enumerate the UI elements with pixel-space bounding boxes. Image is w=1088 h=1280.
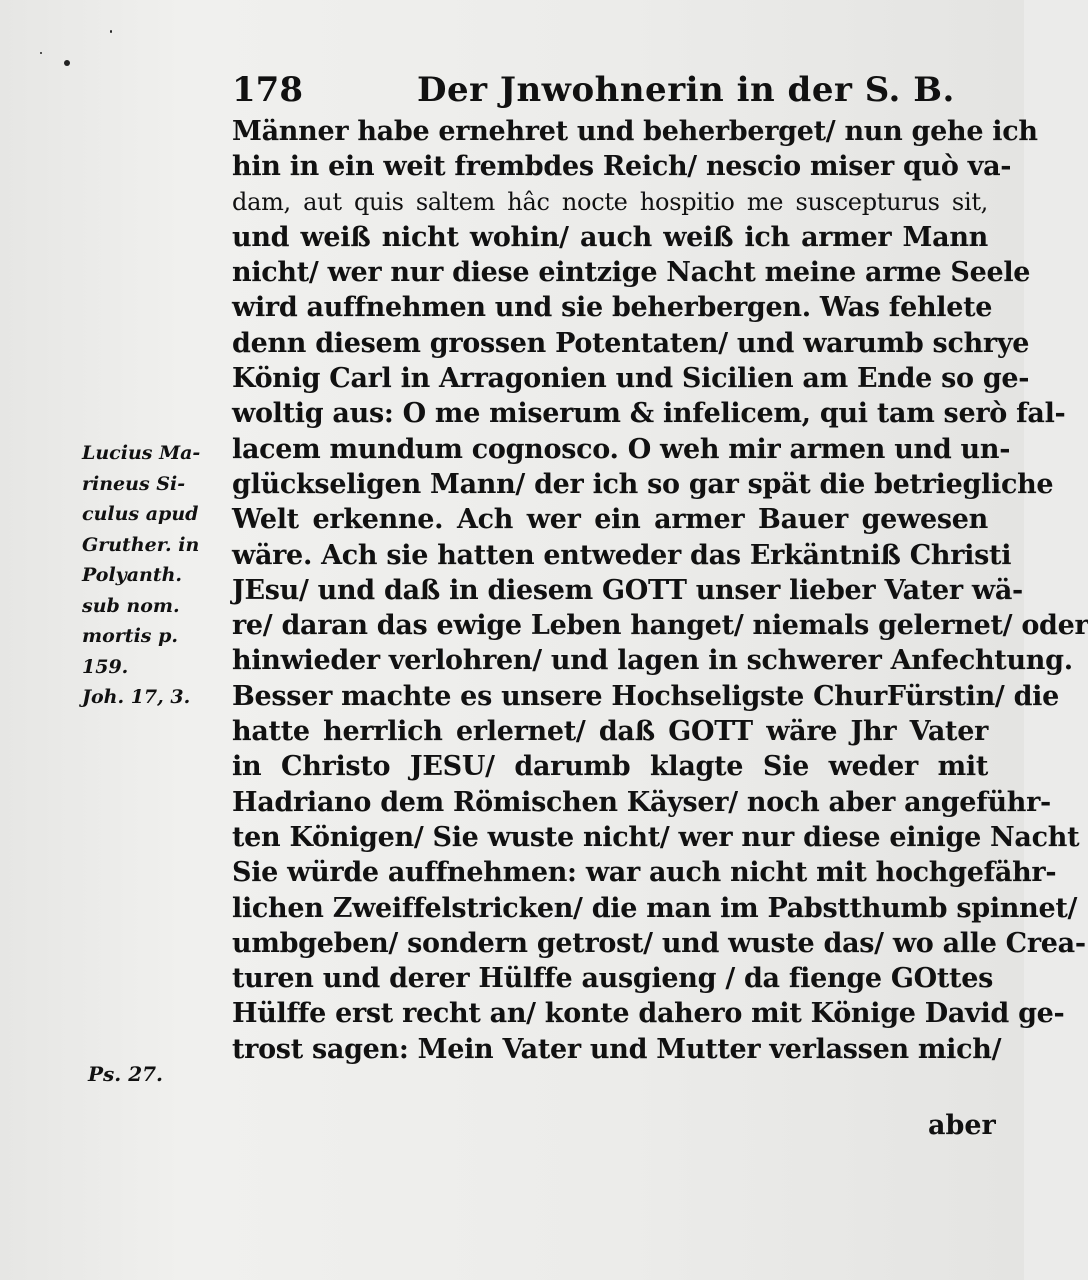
text-line: wäre. Ach sie hatten entweder das Erkäntniß Christi xyxy=(232,539,1012,571)
text-line: Welt erkenne. Ach wer ein armer Bauer gewesen xyxy=(232,504,988,536)
text-line: König Carl in Arragonien und Sicilien am Ende so ge- xyxy=(232,363,1030,395)
text-line: dam, aut quis saltem hâc nocte hospitio me suscepturus sit, xyxy=(232,187,988,216)
text-line: denn diesem grossen Potentaten/ und warumb schrye xyxy=(232,327,1030,359)
text-line: turen und derer Hülffe ausgieng / da fienge GOttes xyxy=(232,963,993,995)
text-line: woltig aus: O me miserum & infelicem, qui tam serò fal- xyxy=(232,398,1066,430)
text-line: umbgeben/ sondern getrost/ und wuste das/ wo alle Crea- xyxy=(232,927,1086,959)
text-line: JEsu/ und daß in diesem GOTT unser lieber Vater wä- xyxy=(232,574,1023,606)
text-line: hatte herrlich erlernet/ daß GOTT wäre Jhr Vater xyxy=(232,716,988,748)
page-number: 178 xyxy=(232,70,303,110)
margin-note xyxy=(82,438,222,713)
text-line: wird auffnehmen und sie beherbergen. Was fehlete xyxy=(232,292,993,324)
text-line: trost sagen: Mein Vater und Mutter verlassen mich/ xyxy=(232,1033,1002,1065)
text-line: hin in ein weit frembdes Reich/ nescio miser quò va- xyxy=(232,151,1012,183)
margin-note-line: Polyanth. xyxy=(82,564,183,586)
margin-note-line: culus apud xyxy=(82,503,199,525)
margin-note-line: 159. xyxy=(82,655,129,678)
margin-note-line: rineus Si- xyxy=(82,472,186,495)
margin-note-line: sub nom. xyxy=(82,594,180,617)
text-line: Sie würde auffnehmen: war auch nicht mit hochgefähr- xyxy=(232,857,1057,889)
running-head: Der Jnwohnerin in der S. B. xyxy=(417,70,955,110)
text-line: glückseligen Mann/ der ich so gar spät die betriegliche xyxy=(232,468,1054,500)
margin-note-line: Lucius Ma- xyxy=(82,442,201,464)
text-line: in Christo JESU/ darumb klagte Sie weder mit xyxy=(232,751,988,783)
text-line: re/ daran das ewige Leben hanget/ niemals gelernet/ oder xyxy=(232,610,1088,642)
margin-note-line: mortis p. xyxy=(82,625,178,647)
text-line: Männer habe ernehret und beherberget/ nun gehe ich xyxy=(232,116,1038,147)
text-line: Besser machte es unsere Hochseligste ChurFürstin/ die xyxy=(232,680,1059,712)
text-line: hinwieder verlohren/ und lagen in schwerer Anfechtung. xyxy=(232,645,1073,677)
ink-speck xyxy=(110,30,112,33)
ink-speck xyxy=(64,60,70,66)
page-header xyxy=(232,70,992,114)
margin-note-line: Joh. 17, 3. xyxy=(82,686,191,708)
text-line: und weiß nicht wohin/ auch weiß ich armer Mann xyxy=(232,221,988,253)
ink-speck xyxy=(40,52,42,54)
catchword: aber xyxy=(928,1110,996,1141)
body-text xyxy=(232,114,1088,1067)
text-line: lacem mundum cognosco. O weh mir armen und un- xyxy=(232,433,1011,465)
text-line: lichen Zweiffelstricken/ die man im Pabstthumb spinnet/ xyxy=(232,892,1078,924)
text-line: Hülffe erst recht an/ konte dahero mit Könige David ge- xyxy=(232,998,1065,1030)
margin-note-line: Gruther. in xyxy=(82,533,200,556)
text-line: Hadriano dem Römischen Käyser/ noch aber angeführ- xyxy=(232,786,1051,818)
margin-reference: Ps. 27. xyxy=(88,1062,164,1086)
text-line: ten Königen/ Sie wuste nicht/ wer nur diese einige Nacht xyxy=(232,821,1080,853)
text-line: nicht/ wer nur diese eintzige Nacht meine arme Seele xyxy=(232,257,1031,289)
